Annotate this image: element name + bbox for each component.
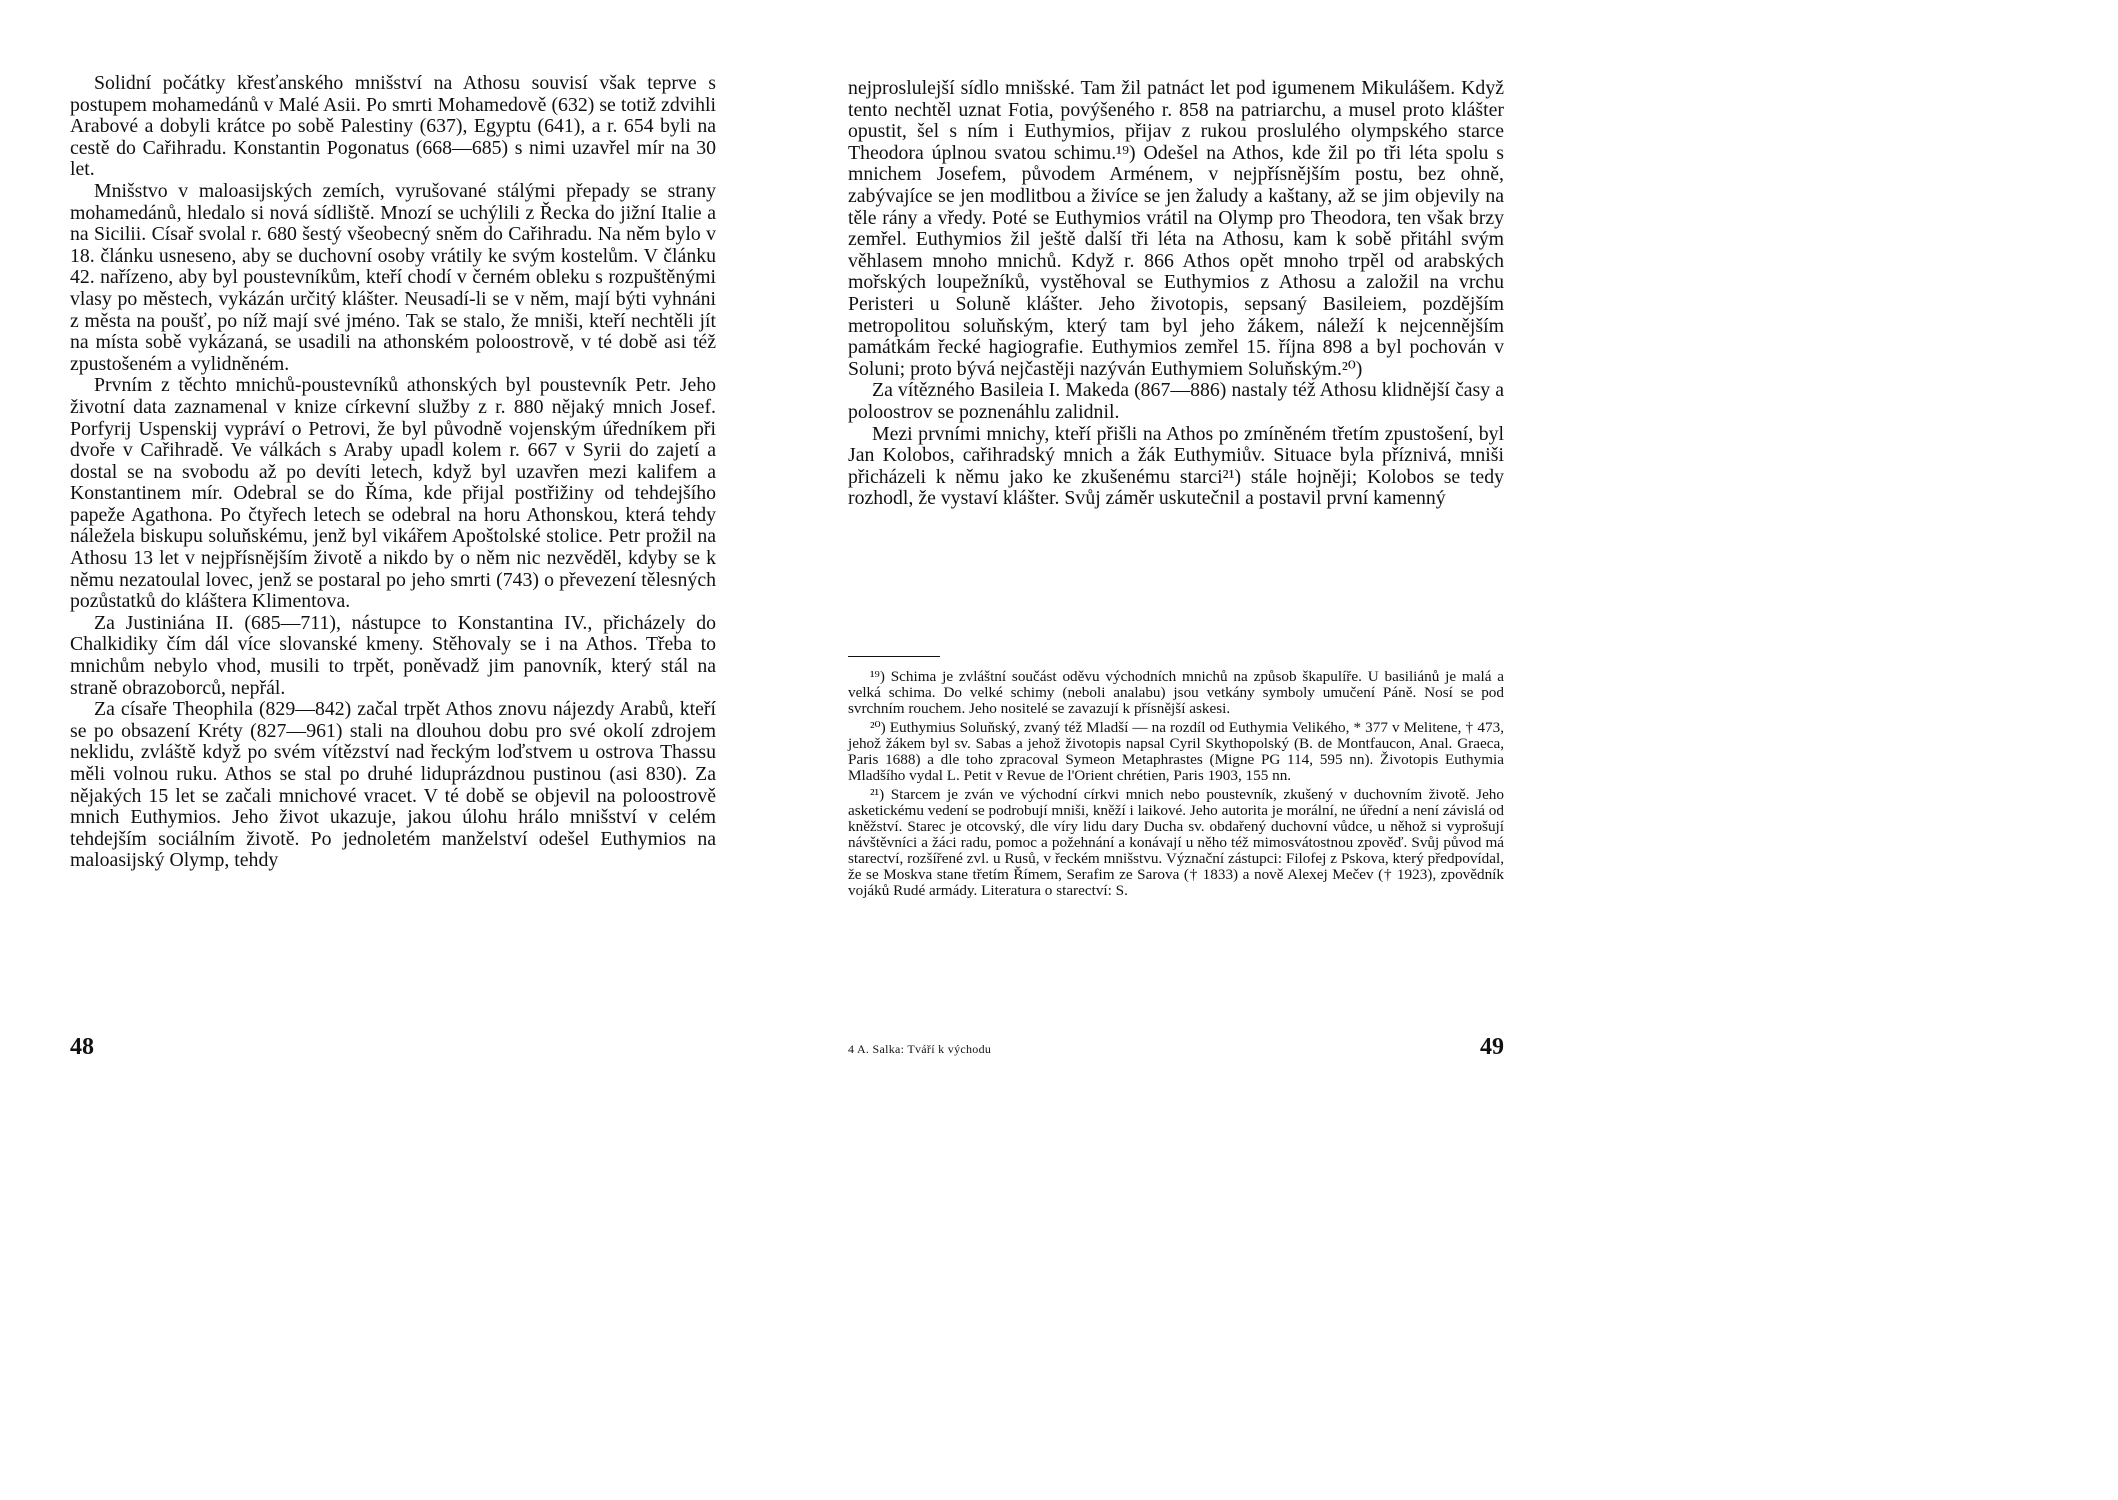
footnote-divider	[848, 656, 940, 657]
right-body-text	[848, 78, 1504, 510]
right-page	[784, 0, 1568, 1110]
footnote: ²¹) Starcem je zván ve východní církvi mnich nebo poustevník, zkušený v duchovním životě. Jeho asketickému vedení se podrobují mniši, kněží i laikové. Jeho autorita je morální, ne úřední a není závislá od kněžství. Starec je otcovský, dle víry lidu dary Ducha sv. obdařený duchovní vůdce, u něhož si vyprošují návštěvníci a žáci radu, pomoc a požehnání a konávají u něho též mimosvátostnou zpověď. Svůj původ má starectví, rozšířené zvl. u Rusů, v řeckém mnišstvu. Význační zástupci: Filofej z Pskova, který předpovídal, že se Moskva stane třetím Římem, Serafim ze Sarova († 1833) a nově Alexej Mečev († 1923), zpovědník vojáků Rudé armády. Literatura o starectví: S.	[848, 786, 1504, 899]
paragraph: nejproslulejší sídlo mnišské. Tam žil patnáct let pod igumenem Mikulášem. Když tento nechtěl uznat Fotia, povýšeného r. 858 na patriarchu, a musel proto klášter opustit, šel s ním i Euthymios, přijav z rukou proslulého olympského starce Theodora úplnou svatou schimu.¹⁹) Odešel na Athos, kde žil po tři léta spolu s mnichem Josefem, původem Arménem, v nejpřísnějším postu, bez ohně, zabývajíce se jen modlitbou a živíce se jen žaludy a kaštany, až se jim objevily na těle rány a vředy. Poté se Euthymios vrátil na Olymp pro Theodora, ten však brzy zemřel. Euthymios žil ještě další tři léta na Athosu, kam k sobě přitáhl svým věhlasem mnoho mnichů. Když r. 866 Athos opět mnoho trpěl od arabských mořských loupežníků, vystěhoval se Euthymios z Athosu a založil na vrchu Peristeri u Soluně klášter. Jeho životopis, sepsaný Basileiem, pozdějším metropolitou soluňským, který tam byl jeho žákem, náleží k nejcennějším památkám řecké hagiografie. Euthymios zemřel 15. října 898 a byl pochován v Soluni; proto bývá nejčastěji nazýván Euthymiem Soluňským.²⁰)	[848, 77, 1504, 380]
page-number: 49	[1480, 1034, 1504, 1060]
printer-signature: 4 A. Salka: Tváří k východu	[848, 1042, 992, 1056]
paragraph: Za císaře Theophila (829—842) začal trpět Athos znovu nájezdy Arabů, kteří se po obsazení Kréty (827—961) stali na dlouhou dobu pro své okolí zdrojem neklidu, zvláště když po svém vítězství nad řeckým loďstvem u ostrova Thassu měli volnou ruku. Athos se stal po druhé liduprázdnou pustinou (asi 830). Za nějakých 15 let se začali mnichové vracet. V té době se objevil na poloostrově mnich Euthymios. Jeho život ukazuje, jakou úlohu hrálo mnišství v celém tehdejším sociálním životě. Po jednoletém manželství odešel Euthymios na maloasijský Olymp, tehdy	[70, 698, 716, 872]
paragraph: Mezi prvními mnichy, kteří přišli na Athos po zmíněném třetím zpustošení, byl Jan Kolobos, cařihradský mnich a žák Euthymiův. Situace byla příznivá, mniši přicházeli k němu jako ke zkušenému starci²¹) stále hojněji; Kolobos se tedy rozhodl, že vystaví klášter. Svůj záměr uskutečnil a postavil první kamenný	[848, 422, 1504, 510]
paragraph: Za Justiniána II. (685—711), nástupce to Konstantina IV., přicházely do Chalkidiky čím dál více slovanské kmeny. Stěhovaly se i na Athos. Třeba to mnichům nebylo vhod, musili to trpět, poněvadž jim panovník, který stál na straně obrazoborců, nepřál.	[70, 611, 716, 699]
footnote: ¹⁹) Schima je zvláštní součást oděvu východních mnichů na způsob škapulíře. U basiliánů je malá a velká schima. Do velké schimy (neboli analabu) jsou vetkány symboly umučení Páně. Nosí se pod svrchním rouchem. Jeho nositelé se zavazují k přísnější askesi.	[848, 668, 1504, 717]
left-body-text	[70, 73, 716, 872]
paragraph: Solidní počátky křesťanského mnišství na Athosu souvisí však teprve s postupem mohamedánů v Malé Asii. Po smrti Mohamedově (632) se totiž zdvihli Arabové a dobyli krátce po sobě Palestiny (637), Egyptu (641), a r. 654 byli na cestě do Cařihradu. Konstantin Pogonatus (668—685) s nimi uzavřel mír na 30 let.	[70, 72, 716, 181]
paragraph: Mnišstvo v maloasijských zemích, vyrušované stálými přepady se strany mohamedánů, hledalo si nová sídliště. Mnozí se uchýlili z Řecka do jižní Italie a na Sicilii. Císař svolal r. 680 šestý všeobecný sněm do Cařihradu. Na něm bylo v 18. článku usneseno, aby se duchovní osoby vrátily ke svým kostelům. V článku 42. nařízeno, aby byl poustevníkům, kteří chodí v černém obleku s rozpuštěnými vlasy po městech, vykázán určitý klášter. Neusadí-li se v něm, mají býti vyhnáni z města na poušť, po níž mají své jméno. Tak se stalo, že mniši, kteří nechtěli jít na místa sobě vykázaná, se usadili na athonském poloostrově, v té době asi též zpustošeném a vylidněném.	[70, 179, 716, 375]
footnotes	[848, 669, 1504, 902]
page-number: 48	[70, 1034, 94, 1060]
left-page	[0, 0, 784, 1110]
footnote: ²⁰) Euthymius Soluňský, zvaný též Mladší — na rozdíl od Euthymia Velikého, * 377 v Melitene, † 473, jehož žákem byl sv. Sabas a jehož životopis napsal Cyril Skythopolský (B. de Montfaucon, Anal. Graeca, Paris 1688) a dle toho zpracoval Symeon Metaphrastes (Migne PG 114, 595 nn). Životopis Euthymia Mladšího vydal L. Petit v Revue de l'Orient chrétien, Paris 1903, 155 nn.	[848, 719, 1504, 784]
paragraph: Za vítězného Basileia I. Makeda (867—886) nastaly též Athosu klidnější časy a poloostrov se poznenáhlu zalidnil.	[848, 379, 1504, 423]
paragraph: Prvním z těchto mnichů-poustevníků athonských byl poustevník Petr. Jeho životní data zaznamenal v knize církevní služby z r. 880 nějaký mnich Josef. Porfyrij Uspenskij vypráví o Petrovi, že byl původně vojenským úředníkem při dvoře v Cařihradě. Ve válkách s Araby upadl kolem r. 667 v Syrii do zajetí a dostal se na svobodu až po devíti letech, když byl uzavřen mezi kalifem a Konstantinem mír. Odebral se do Říma, kde přijal postřižiny od tehdejšího papeže Agathona. Po čtyřech letech se odebral na horu Athonskou, která tehdy náležela biskupu soluňskému, jenž byl vikářem Apoštolské stolice. Petr prožil na Athosu 13 let v nejpřísnějším životě a nikdo by o něm nic nezvěděl, kdyby se k němu nezatoulal lovec, jenž se postaral po jeho smrti (743) o převezení tělesných pozůstatků do kláštera Klimentova.	[70, 374, 716, 613]
